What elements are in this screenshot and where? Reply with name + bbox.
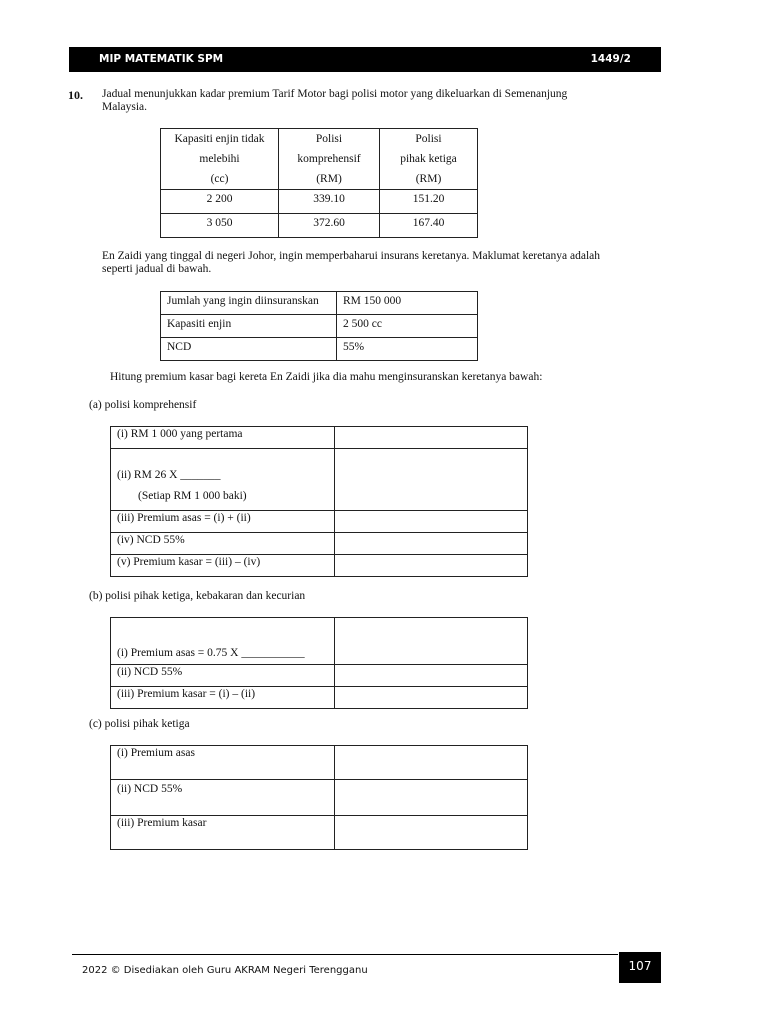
- tariff-table-header: [161, 129, 478, 190]
- table-row: [161, 214, 478, 238]
- table-cell: 2 500 cc: [337, 315, 478, 338]
- table-row: [161, 338, 478, 361]
- table-cell: (i) Premium asas: [111, 746, 335, 780]
- answer-cell[interactable]: [335, 746, 528, 780]
- header-bar: [69, 47, 661, 72]
- table-cell: 2 200: [161, 190, 279, 214]
- table-row: [111, 555, 528, 577]
- table-cell: Kapasiti enjin: [161, 315, 337, 338]
- tariff-header-third-party: Polisi pihak ketiga (RM): [380, 129, 478, 190]
- part-b-table: [110, 617, 528, 709]
- table-cell: (i) Premium asas = 0.75 X ___________: [111, 618, 335, 665]
- table-row: [161, 292, 478, 315]
- question-intro: [102, 88, 567, 114]
- page-number: 107: [619, 952, 661, 983]
- question-number: 10.: [68, 88, 83, 102]
- table-row: [161, 190, 478, 214]
- table-cell: (ii) NCD 55%: [111, 665, 335, 687]
- car-info-line-2: seperti jadual di bawah.: [102, 263, 212, 275]
- car-info-paragraph: [102, 250, 600, 276]
- answer-cell[interactable]: [335, 665, 528, 687]
- table-cell: (iii) Premium asas = (i) + (ii): [111, 511, 335, 533]
- part-c-label: (c) polisi pihak ketiga: [89, 718, 190, 730]
- answer-cell[interactable]: [335, 533, 528, 555]
- answer-cell[interactable]: [335, 511, 528, 533]
- question-intro-line-2: Malaysia.: [102, 101, 148, 113]
- table-cell: (iv) NCD 55%: [111, 533, 335, 555]
- question-intro-line-1: Jadual menunjukkan kadar premium Tarif Motor bagi polisi motor yang dikeluarkan di Semenanjung: [102, 88, 568, 100]
- table-cell: (iii) Premium kasar = (i) – (ii): [111, 687, 335, 709]
- tariff-table: [160, 128, 478, 238]
- table-cell: (v) Premium kasar = (iii) – (iv): [111, 555, 335, 577]
- header-title: MIP MATEMATIK SPM: [99, 53, 224, 65]
- answer-cell[interactable]: [335, 449, 528, 511]
- table-cell: 151.20: [380, 190, 478, 214]
- table-row: [111, 511, 528, 533]
- tariff-header-comprehensive: Polisi komprehensif (RM): [279, 129, 380, 190]
- table-row: [111, 533, 528, 555]
- part-a-label: (a) polisi komprehensif: [89, 399, 197, 411]
- table-row: [111, 427, 528, 449]
- table-cell: (iii) Premium kasar: [111, 816, 335, 850]
- table-row: [111, 449, 528, 511]
- table-cell: Jumlah yang ingin diinsuranskan: [161, 292, 337, 315]
- table-row: [111, 618, 528, 665]
- header-paper-code: 1449/2: [590, 53, 631, 65]
- table-cell: 3 050: [161, 214, 279, 238]
- tariff-header-capacity: Kapasiti enjin tidak melebihi (cc): [161, 129, 279, 190]
- table-row: [111, 665, 528, 687]
- table-cell: 167.40: [380, 214, 478, 238]
- answer-cell[interactable]: [335, 618, 528, 665]
- table-cell: (ii) RM 26 X _______ (Setiap RM 1 000 baki): [111, 449, 335, 511]
- table-cell: 339.10: [279, 190, 380, 214]
- table-row: [111, 780, 528, 816]
- table-row: [111, 816, 528, 850]
- part-a-table: [110, 426, 528, 577]
- table-cell: (i) RM 1 000 yang pertama: [111, 427, 335, 449]
- table-cell: (ii) NCD 55%: [111, 780, 335, 816]
- part-b-label: (b) polisi pihak ketiga, kebakaran dan kecurian: [89, 590, 306, 602]
- car-info-table: [160, 291, 478, 361]
- table-row: [111, 746, 528, 780]
- table-cell: RM 150 000: [337, 292, 478, 315]
- table-row: [161, 315, 478, 338]
- answer-cell[interactable]: [335, 427, 528, 449]
- table-cell: 372.60: [279, 214, 380, 238]
- table-cell: 55%: [337, 338, 478, 361]
- part-c-table: [110, 745, 528, 850]
- footer-divider: [72, 954, 618, 955]
- footer-text: 2022 © Disediakan oleh Guru AKRAM Negeri Terengganu: [82, 965, 368, 976]
- table-cell: NCD: [161, 338, 337, 361]
- answer-cell[interactable]: [335, 555, 528, 577]
- answer-cell[interactable]: [335, 687, 528, 709]
- car-info-line-1: En Zaidi yang tinggal di negeri Johor, ingin memperbaharui insurans keretanya. Maklumat keretanya adalah: [102, 250, 601, 262]
- instruction-text: Hitung premium kasar bagi kereta En Zaidi jika dia mahu menginsuranskan keretanya bawah:: [110, 371, 543, 383]
- answer-cell[interactable]: [335, 816, 528, 850]
- table-row: [111, 687, 528, 709]
- answer-cell[interactable]: [335, 780, 528, 816]
